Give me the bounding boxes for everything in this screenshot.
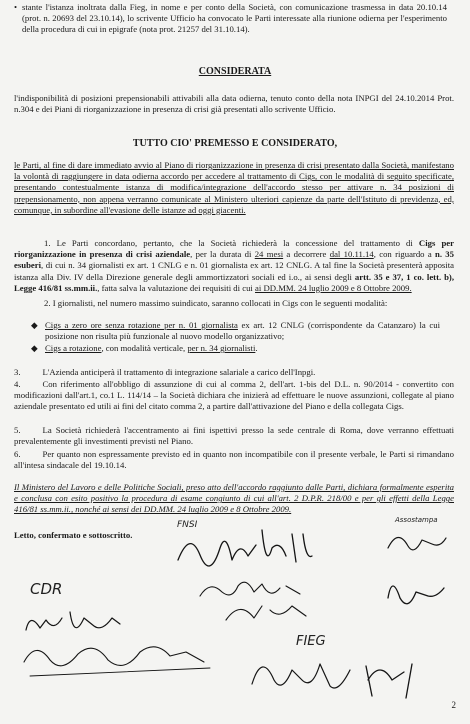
bullet-dot: •: [14, 2, 18, 12]
p4-text: Con riferimento all'obbligo di assunzione di cui al comma 2, dell'art. 1-bis del D.L. n. 90/2014 - convertito con modificazioni dall'art.1, co.1 L. 114/14 – la Società dichiara che inizierà ad effettuare le nuove assunzioni, collegate al piano aziendale presentato ed utili ai fini del citato comma 2, a partire dall'attivazione del Piano e della collegata Cigs.: [14, 379, 454, 412]
sig-label-fieg: FIEG: [296, 634, 326, 649]
p2-b2-text: , con modalità verticale,: [101, 343, 188, 353]
p3-number: 3.: [14, 367, 21, 377]
considerata-text: l'indisponibilità di posizioni prepensionabili attivabili alla data odierna, tenuto conto della nota INPGI del 24.10.2014 Prot. n.304 e dei Piani di riorganizzazione in presenza di crisi già presentati allo scrivente Ufficio.: [14, 93, 454, 115]
sig-label-cdr: CDR: [30, 580, 63, 598]
p5-text: La Società richiederà l'accentramento ai fini ispettivi presso la sede centrale di Roma, dove verranno effettuati prevalentemente gli investimenti previsti nel Piano.: [14, 425, 454, 447]
p1-text-c: , per la durata di: [190, 249, 255, 260]
p1-cigs-bold: Cigs per riorganizzazione in presenza di crisi aziendale: [14, 238, 454, 260]
parti-paragraph: le Parti, al fine di dare immediato avvio al Piano di riorganizzazione in presenza di crisi presentato dalla Società, manifestano la volontà di raggiungere in data odierna accordo per accedere al trattamento di Cigs, con le modalità di seguito specificate, presentando contestualmente istanza di modifica/integrazione dell'accordo stesso per attivare n. 34 posizioni di prepensionamento, non appena verranno comunicate al Ministero ulteriori capienze da parte dell'Istituto di previdenza, ed, comunque, in subordine all'evasione delle istanze ad oggi giacenti.: [14, 160, 454, 215]
intro-bullet-text: stante l'istanza inoltrata dalla Fieg, in nome e per conto della Società, con comunicazione trasmessa in data 20.10.14 (prot. n. 20693 del 23.10.14), lo scrivente Ufficio ha convocato le Parti interessate alla riunione odierna per l'esperimento della procedura di cui in epigrafe (nota prot. 21257 del 31.10.14).: [22, 2, 447, 35]
p1-duration: 24 mesi: [254, 249, 284, 260]
p1-text-i: , di cui n. 34 giornalisti ex art. 1 CNLG e n. 01 giornalista ex art. 12 CNLG. A tal fine la Società presenterà apposita istanza alla Div. IV della Direzione generale degli ammortizzatori sociali ed i.o., ai sensi degli: [14, 260, 454, 282]
p1-start-date: dal 10.11.14: [329, 249, 374, 260]
page-number: 2: [451, 700, 456, 710]
sig-label-fnsi: FNSI: [177, 520, 198, 530]
bullet-icon: ◆: [31, 343, 38, 353]
considerata-heading: CONSIDERATA: [198, 66, 272, 77]
p1-esuberi: n. 35 esuberi: [14, 249, 454, 271]
p6-text: Per quanto non espressamente previsto ed in quanto non incompatibile con il presente verbale, le Parti si rimandano all'intesa sindacale del 19.10.14.: [14, 449, 454, 471]
p2-b1-underlined: Cigs a zero ore senza rotazione per n. 01 giornalista: [45, 320, 238, 330]
p1-dm-ref: ai DD.MM. 24 luglio 2009 e 8 Ottobre 2009.: [255, 282, 412, 293]
p1-text-e: a decorrere: [283, 249, 330, 260]
p2-b1-text: ex art. 12 CNLG (corrispondente da Catanzaro) la cui posizione non risulta più funzionale al nuovo modello organizzativo;: [45, 320, 440, 342]
p1-number: 1.: [44, 238, 51, 248]
p2-b2-rotazione: Cigs a rotazione: [45, 343, 102, 353]
p1-law-ref: artt. 35 e 37, 1 co. lett. b), Legge 416/81 ss.mm.ii.: [14, 271, 454, 293]
p2-b2-end: .: [255, 343, 258, 353]
sig-label-assostampa: Assostampa: [395, 516, 438, 524]
p1-text-k: , fatta salva la valutazione dei requisiti di cui: [97, 282, 256, 293]
p2-text: I giornalisti, nel numero massimo suindicato, saranno collocati in Cigs con le seguenti modalità:: [52, 298, 388, 308]
p6-number: 6.: [14, 449, 21, 459]
premesso-heading: TUTTO CIO' PREMESSO E CONSIDERATO,: [132, 138, 338, 149]
p2-number: 2.: [44, 298, 51, 308]
p4-number: 4.: [14, 379, 21, 389]
closing-line: Letto, confermato e sottoscritto.: [14, 530, 133, 540]
p5-number: 5.: [14, 425, 21, 435]
p2-b2-count: per n. 34 giornalisti: [187, 343, 256, 353]
p1-text-g: , con riguardo a: [373, 249, 435, 260]
p3-text: L'Azienda anticiperà il trattamento di integrazione salariale a carico dell'Inpgi.: [42, 367, 316, 377]
p1-text-a: Le Parti concordano, pertanto, che la Società richiederà la concessione del trattamento di: [56, 238, 419, 248]
ministero-paragraph: Il Ministero del Lavoro e delle Politiche Sociali, preso atto dell'accordo raggiunto dalle Parti, dichiara formalmente esperita e conclusa con esito positivo la procedura di esame congiunto di cui all'art. 2 D.P.R. 218/00 e per gli effetti della Legge 416/81 ss.mm.ii., nonché ai sensi dei DD.MM. 24 luglio 2009 e 8 Ottobre 2009.: [14, 482, 454, 515]
bullet-icon: ◆: [31, 320, 38, 330]
